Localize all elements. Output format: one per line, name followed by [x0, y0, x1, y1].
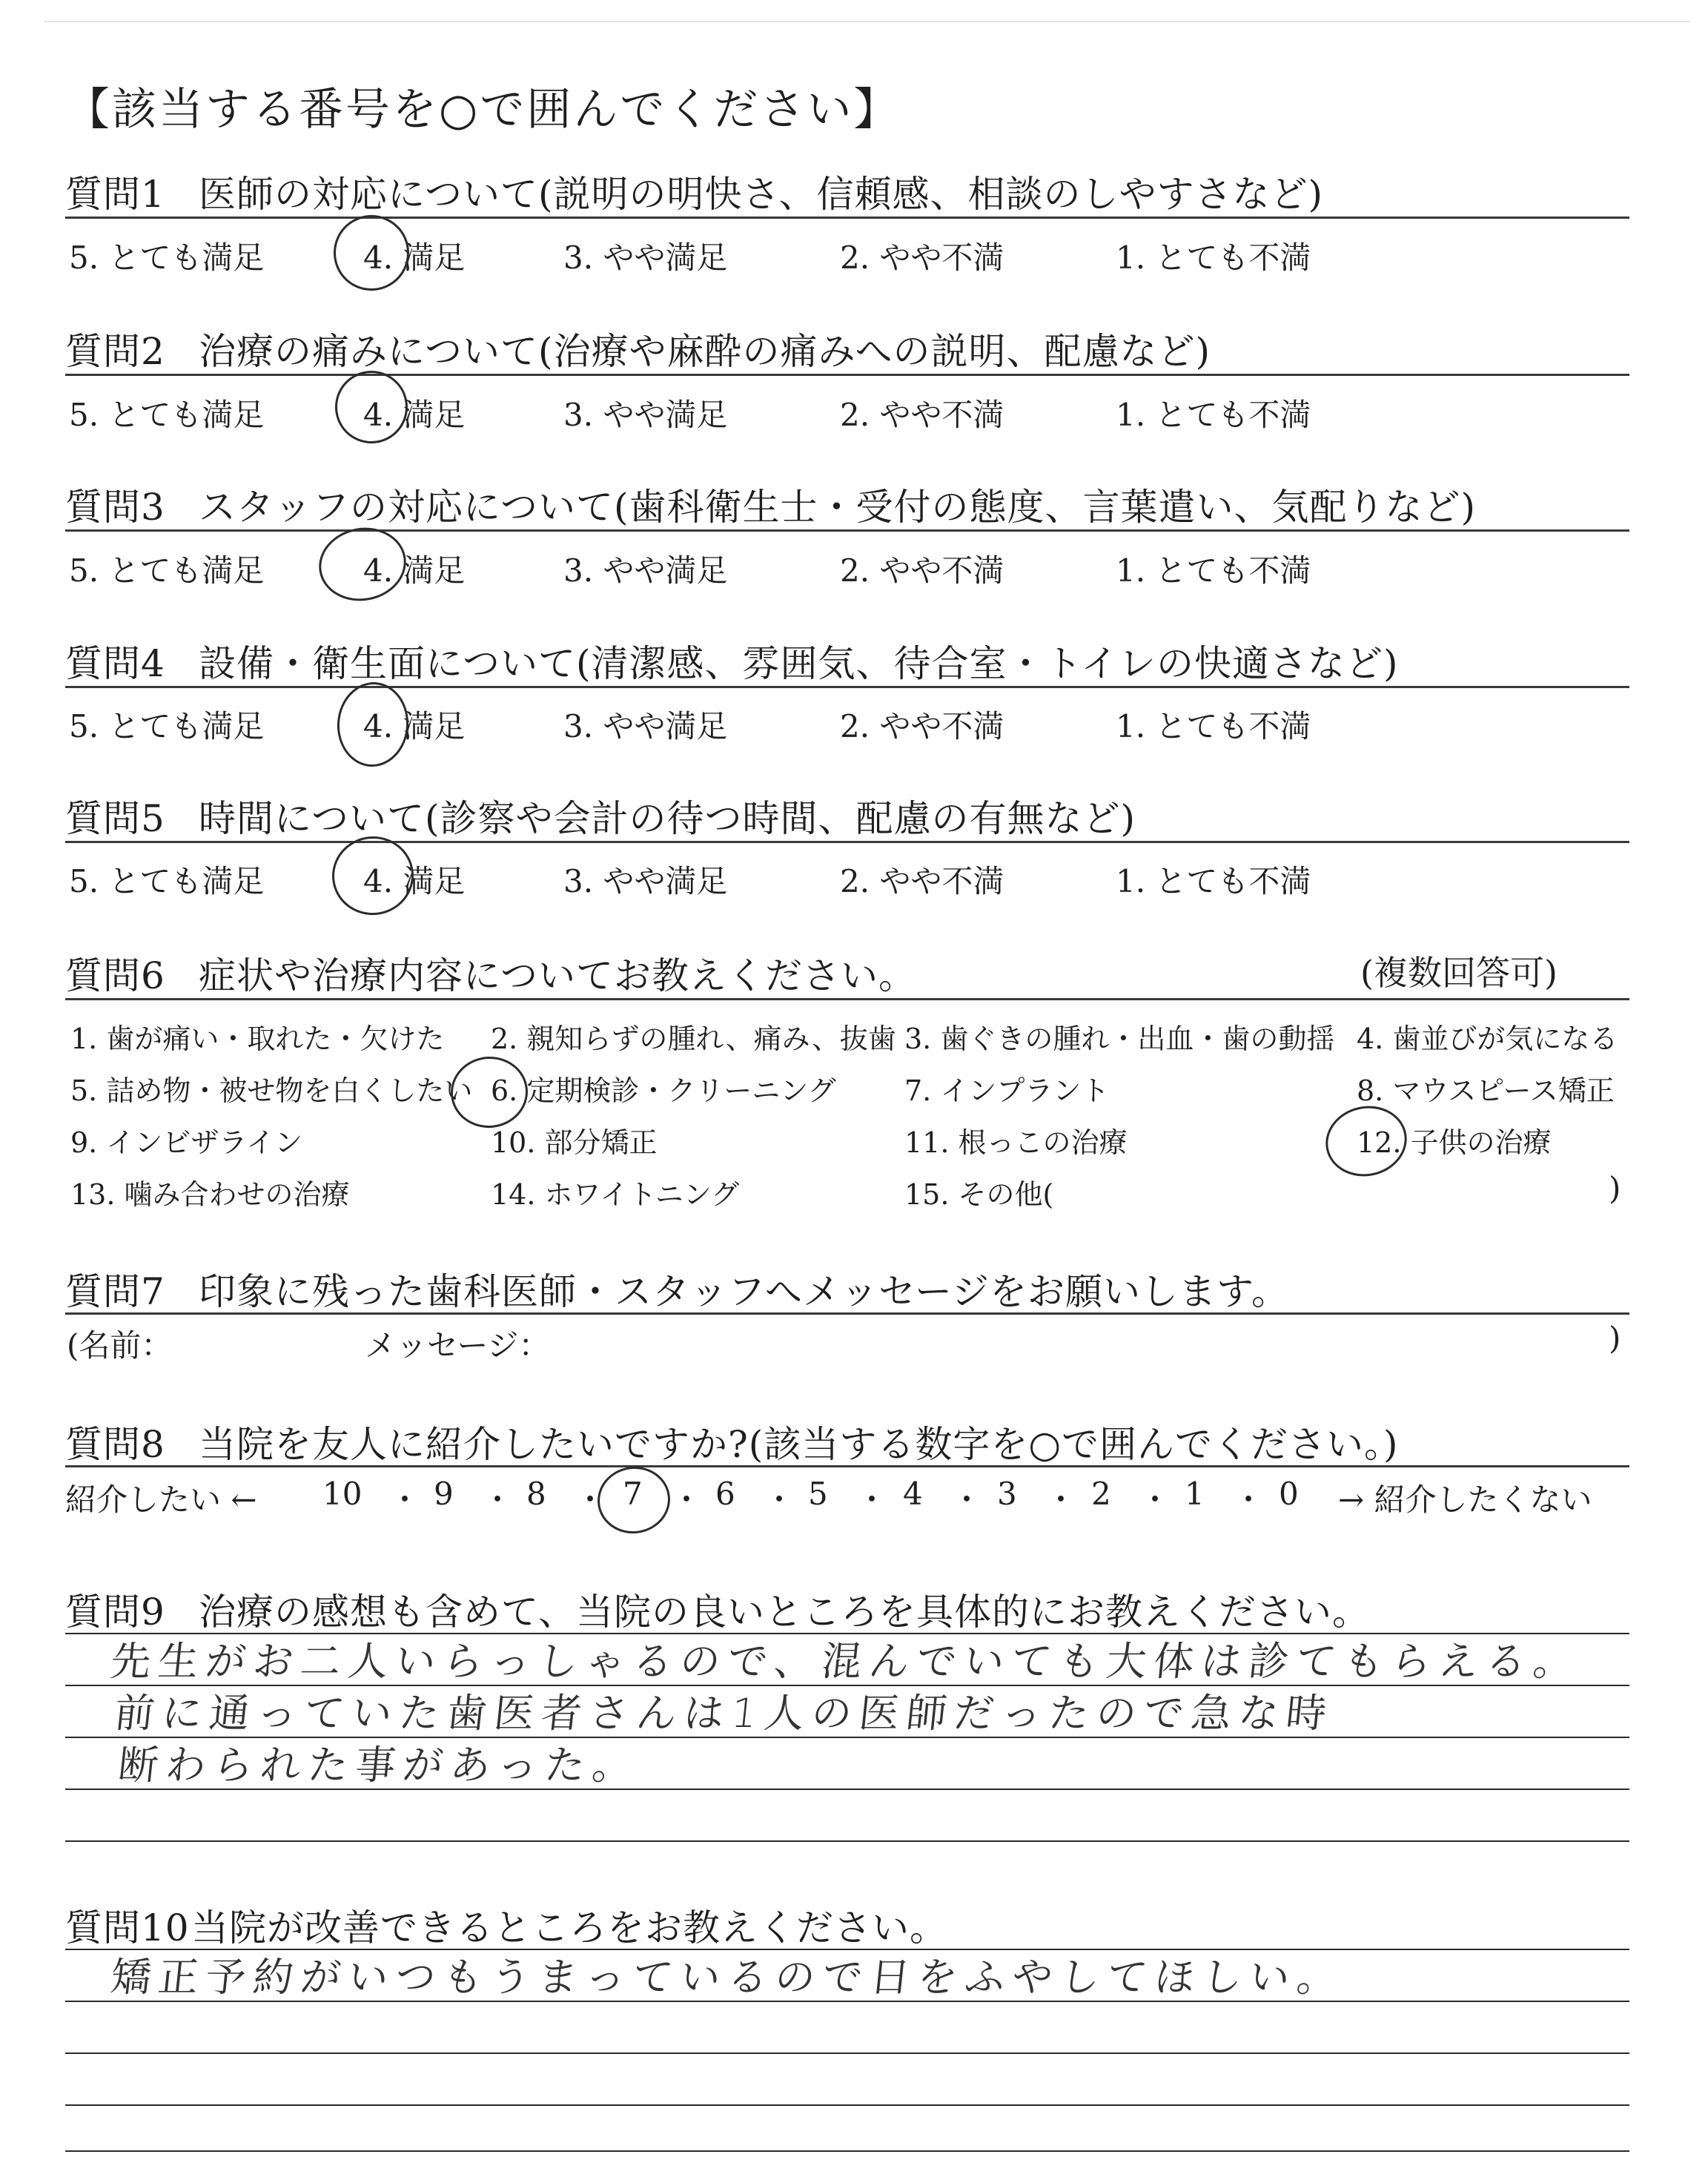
question-number: 質問4 — [65, 642, 165, 685]
answer-line — [65, 2052, 1629, 2054]
q6-option-4[interactable]: 4. 歯並びが気になる — [1357, 1023, 1618, 1055]
option-5-very-satisfied[interactable]: 5. とても満足 — [69, 552, 265, 589]
q6-option-11[interactable]: 11. 根っこの治療 — [904, 1126, 1128, 1159]
scale-separator: ・ — [671, 1482, 703, 1518]
handwritten-answer-line: 矯正予約がいつもうまっているので日をふやしてほしい。 — [108, 1954, 1347, 2001]
scale-0[interactable]: 0 — [1279, 1476, 1299, 1512]
handwritten-answer-line: 断わられた事があった。 — [116, 1742, 643, 1789]
q6-option-3[interactable]: 3. 歯ぐきの腫れ・出血・歯の動揺 — [904, 1023, 1335, 1055]
scale-2[interactable]: 2 — [1091, 1476, 1111, 1512]
option-4-satisfied[interactable]: 4. 満足 — [363, 552, 466, 589]
question-text: 症状や治療内容についてお教えください。 — [199, 954, 916, 997]
q6-option-7[interactable]: 7. インプラント — [904, 1074, 1110, 1107]
question-number: 質問5 — [65, 797, 165, 840]
question-number: 質問9 — [65, 1591, 165, 1634]
question-text: スタッフの対応について(歯科衛生士・受付の態度、言葉遣い、気配りなど) — [199, 486, 1477, 529]
q6-option-8[interactable]: 8. マウスピース矯正 — [1357, 1074, 1615, 1107]
question-text: 印象に残った歯科医師・スタッフへメッセージをお願いします。 — [199, 1270, 1289, 1313]
question-number: 質問6 — [65, 954, 165, 997]
scale-6[interactable]: 6 — [715, 1476, 735, 1512]
q6-option-13[interactable]: 13. 噛み合わせの治療 — [70, 1178, 350, 1211]
form-heading: 【該当する番号を○で囲んでください】 — [65, 84, 901, 136]
question-1-rule — [65, 217, 1629, 219]
hand-circle-mark — [1319, 1099, 1413, 1184]
option-2-somewhat-dissatisfied[interactable]: 2. やや不満 — [840, 863, 1004, 899]
question-text: 治療の痛みについて(治療や麻酔の痛みへの説明、配慮など) — [199, 330, 1211, 373]
q6-option-5[interactable]: 5. 詰め物・被せ物を白くしたい — [70, 1074, 473, 1107]
question-text: 医師の対応について(説明の明快さ、信頼感、相談のしやすさなど) — [199, 173, 1324, 216]
hand-circle-mark — [334, 680, 411, 769]
hand-circle-mark — [328, 833, 417, 919]
question-number: 質問2 — [65, 330, 165, 373]
scale-7[interactable]: 7 — [623, 1476, 643, 1512]
question-text: 治療の感想も含めて、当院の良いところを具体的にお教えください。 — [199, 1591, 1370, 1634]
scale-separator: ・ — [1045, 1482, 1077, 1518]
option-1-very-dissatisfied[interactable]: 1. とても不満 — [1116, 240, 1311, 276]
question-10-title — [65, 1898, 947, 1952]
question-text: 当院を友人に紹介したいですか?(該当する数字を○で囲んでください。) — [199, 1423, 1399, 1466]
question-text: 設備・衛生面について(清潔感、雰囲気、待合室・トイレの快適さなど) — [199, 642, 1399, 685]
option-4-satisfied[interactable]: 4. 満足 — [363, 397, 466, 433]
option-1-very-dissatisfied[interactable]: 1. とても不満 — [1116, 552, 1311, 589]
scale-separator: ・ — [389, 1482, 421, 1518]
answer-line — [65, 2104, 1629, 2106]
scale-separator: ・ — [951, 1482, 983, 1518]
option-5-very-satisfied[interactable]: 5. とても満足 — [69, 397, 265, 433]
option-3-somewhat-satisfied[interactable]: 3. やや満足 — [563, 397, 728, 433]
q6-option-2[interactable]: 2. 親知らずの腫れ、痛み、抜歯 — [491, 1023, 896, 1055]
handwritten-answer-line: 先生がお二人いらっしゃるので、混んでいても大体は診てもらえる。 — [108, 1638, 1583, 1685]
q7-close-paren: ) — [1609, 1320, 1621, 1356]
question-2-rule — [65, 374, 1629, 376]
question-7-rule — [65, 1312, 1629, 1315]
option-4-satisfied[interactable]: 4. 満足 — [363, 240, 466, 276]
option-2-somewhat-dissatisfied[interactable]: 2. やや不満 — [840, 708, 1004, 744]
question-2-title — [65, 322, 1211, 375]
question-8-rule — [65, 1465, 1629, 1467]
question-text: 時間について(診察や会計の待つ時間、配慮の有無など) — [199, 797, 1136, 840]
option-3-somewhat-satisfied[interactable]: 3. やや満足 — [563, 863, 728, 899]
scale-separator: ・ — [575, 1482, 606, 1518]
question-number: 質問3 — [65, 486, 165, 529]
option-2-somewhat-dissatisfied[interactable]: 2. やや不満 — [840, 397, 1004, 433]
answer-line — [65, 2150, 1629, 2152]
option-4-satisfied[interactable]: 4. 満足 — [363, 863, 466, 899]
option-1-very-dissatisfied[interactable]: 1. とても不満 — [1116, 397, 1311, 433]
scale-4[interactable]: 4 — [903, 1476, 923, 1512]
handwritten-answer-line: 前に通っていた歯医者さんは1人の医師だったので急な時 — [112, 1690, 1337, 1737]
option-1-very-dissatisfied[interactable]: 1. とても不満 — [1116, 863, 1311, 899]
answer-line — [65, 1840, 1629, 1842]
question-4-title — [65, 634, 1399, 687]
q6-option-6[interactable]: 6. 定期検診・クリーニング — [491, 1074, 836, 1107]
scale-separator: ・ — [856, 1482, 888, 1518]
question-5-title — [65, 789, 1136, 842]
option-1-very-dissatisfied[interactable]: 1. とても不満 — [1116, 708, 1311, 744]
q6-option-1[interactable]: 1. 歯が痛い・取れた・欠けた — [70, 1023, 445, 1055]
hand-circle-mark — [593, 1462, 675, 1539]
option-5-very-satisfied[interactable]: 5. とても満足 — [69, 240, 265, 276]
scale-separator: ・ — [1139, 1482, 1171, 1518]
q6-option-15[interactable]: 15. その他( — [904, 1178, 1054, 1211]
option-5-very-satisfied[interactable]: 5. とても満足 — [69, 708, 265, 744]
q6-option-10[interactable]: 10. 部分矯正 — [491, 1126, 658, 1159]
question-7-title — [65, 1262, 1289, 1315]
question-number: 質問1 — [65, 173, 165, 216]
scale-9[interactable]: 9 — [434, 1476, 454, 1512]
question-5-rule — [65, 841, 1629, 843]
scale-10[interactable]: 10 — [322, 1476, 363, 1512]
hand-circle-mark — [328, 210, 414, 295]
hand-circle-mark — [313, 521, 411, 607]
scale-8[interactable]: 8 — [526, 1476, 546, 1512]
scale-left-label: 紹介したい ← — [65, 1482, 257, 1518]
option-3-somewhat-satisfied[interactable]: 3. やや満足 — [563, 240, 728, 276]
question-8-title — [65, 1415, 1398, 1468]
option-5-very-satisfied[interactable]: 5. とても満足 — [69, 863, 265, 899]
question-text: 当院が改善できるところをお教えください。 — [191, 1906, 947, 1949]
scale-separator: ・ — [1233, 1482, 1265, 1518]
page-top-edge — [44, 21, 1690, 22]
question-1-title — [65, 165, 1323, 218]
option-3-somewhat-satisfied[interactable]: 3. やや満足 — [563, 708, 728, 744]
option-2-somewhat-dissatisfied[interactable]: 2. やや不満 — [840, 552, 1004, 589]
option-2-somewhat-dissatisfied[interactable]: 2. やや不満 — [840, 240, 1004, 276]
question-number: 質問8 — [65, 1423, 165, 1466]
q6-other-close-paren: ) — [1609, 1170, 1621, 1206]
question-6-rule — [65, 998, 1629, 1000]
q6-option-12[interactable]: 12. 子供の治療 — [1357, 1126, 1552, 1159]
question-3-rule — [65, 529, 1629, 532]
q6-option-14[interactable]: 14. ホワイトニング — [491, 1178, 740, 1211]
scale-5[interactable]: 5 — [808, 1476, 828, 1512]
scale-1[interactable]: 1 — [1185, 1476, 1205, 1512]
scale-3[interactable]: 3 — [997, 1476, 1017, 1512]
scale-right-label: → 紹介したくない — [1338, 1482, 1592, 1518]
question-number: 質問7 — [65, 1270, 165, 1313]
question-4-rule — [65, 686, 1629, 688]
question-number: 質問10 — [65, 1906, 190, 1949]
question-3-title — [65, 478, 1476, 531]
name-field-label[interactable]: (名前： — [67, 1327, 173, 1364]
question-9-title — [65, 1582, 1370, 1636]
message-field-label[interactable]: メッセージ： — [365, 1327, 550, 1364]
option-3-somewhat-satisfied[interactable]: 3. やや満足 — [563, 552, 728, 589]
scale-separator: ・ — [764, 1482, 795, 1518]
q6-option-9[interactable]: 9. インビザライン — [70, 1126, 303, 1159]
option-4-satisfied[interactable]: 4. 満足 — [363, 708, 466, 744]
multiple-answer-note: (複数回答可) — [1360, 953, 1558, 993]
scale-separator: ・ — [482, 1482, 514, 1518]
question-6-title — [65, 946, 916, 1000]
